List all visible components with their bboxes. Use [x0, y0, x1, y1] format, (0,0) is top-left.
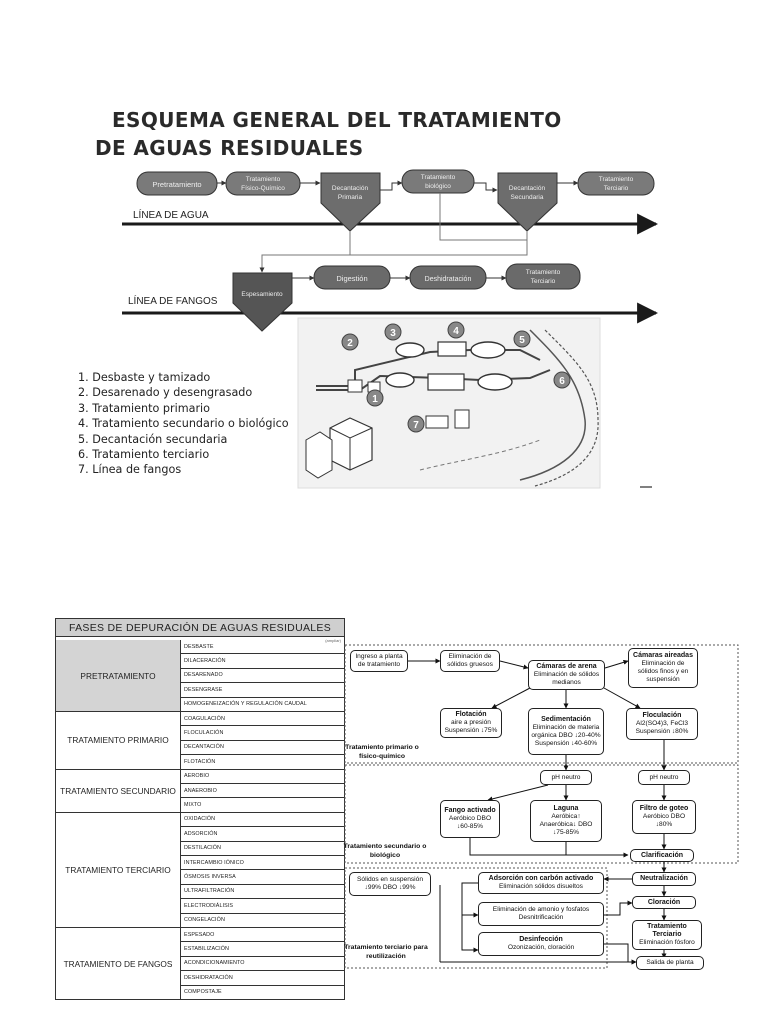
svg-text:7: 7: [413, 420, 419, 431]
step-fisico-quimico-label-2: Físico-Químico: [241, 185, 285, 192]
fc-filtro-goteo: [632, 800, 696, 834]
fc-camaras-arena: [528, 660, 605, 690]
tank-2: [471, 342, 505, 358]
phase-item: DESARENADO: [181, 669, 344, 683]
fc-laguna-desc: Aeróbica↑ Anaeróbica↓ DBO ↓75-85%: [539, 813, 593, 836]
fc-solidos-susp-label: Sólidos en suspensión ↓99% DBO ↓99%: [357, 876, 423, 891]
phase-item: DESTILACIÓN: [181, 842, 344, 856]
fc-ph-neutro-1: [540, 770, 592, 785]
fc-floculacion-title: Floculación: [642, 712, 682, 719]
phase-item: HOMOGENEIZACIÓN Y REGULACIÓN CAUDAL: [181, 698, 344, 712]
fc-sedimentacion: [528, 708, 604, 755]
phase-item: FLOCULACIÓN: [181, 726, 344, 740]
fc-neutralizacion: [632, 872, 696, 886]
fc-clarificacion: [630, 849, 694, 862]
step-decantacion-secundaria-label-1: Decantación: [508, 185, 546, 192]
phases-table: [55, 618, 345, 1000]
svg-text:5: 5: [519, 335, 525, 346]
fc-cloracion-label: Cloración: [647, 898, 681, 906]
step-decantacion-secundaria: [498, 173, 557, 231]
fc-clarificacion-label: Clarificación: [640, 851, 683, 859]
phase-item: DESENGRASE: [181, 683, 344, 697]
phases-table-title: FASES DE DEPURACIÓN DE AGUAS RESIDUALES: [56, 619, 344, 637]
tank-4: [478, 374, 512, 390]
phase-item: ELECTRODIÁLISIS: [181, 899, 344, 913]
phase-item: FLOTACIÓN: [181, 755, 344, 769]
step-decantacion-secundaria-label-2: Secundaria: [510, 194, 544, 201]
fc-fango-activado-title: Fango activado: [444, 807, 496, 814]
fc-adsorcion: [478, 872, 604, 894]
fc-cloracion: [632, 896, 696, 909]
phase-item: ESPESADO: [181, 928, 344, 942]
fc-laguna-title: Laguna: [553, 805, 579, 812]
fc-neutralizacion-label: Neutralización: [640, 875, 688, 882]
fc-ph-neutro-1-label: pH neutro: [551, 773, 581, 781]
fc-camaras-aireadas: [628, 648, 698, 688]
svg-text:4: 4: [453, 326, 459, 337]
step-terciario-label-2: Terciario: [603, 185, 629, 192]
phase-item: DECANTACIÓN: [181, 741, 344, 755]
fc-elim-amonio-label: Eliminación de amonio y fosfatos Desnitrificación: [492, 906, 590, 921]
plant-illustration: [298, 318, 600, 488]
phase-item: ADSORCIÓN: [181, 827, 344, 841]
step-terciario-fangos-label-1: Tratamiento: [525, 269, 561, 276]
page-title-line-2: DE AGUAS RESIDUALES: [95, 136, 364, 160]
step-terciario-fangos: [506, 264, 580, 289]
legend-item: 5. Decantación secundaria: [78, 432, 228, 446]
fc-sedimentacion-desc: Eliminación de materia orgánica DBO ↓20-40% Suspensión ↓40-60%: [531, 723, 601, 747]
fc-side-terciario: Tratamiento terciario para reutilización: [344, 944, 428, 960]
fc-flotacion: [440, 708, 502, 738]
fc-side-primario: Tratamiento primario o físico-químico: [345, 744, 419, 760]
step-digestion-label: Digestión: [336, 274, 368, 283]
legend-item: 7. Línea de fangos: [78, 463, 182, 477]
fc-ingreso-label: Ingreso a planta de tratamiento: [355, 653, 403, 668]
legend-item: 3. Tratamiento primario: [78, 401, 210, 415]
sludge-line-label: LÍNEA DE FANGOS: [128, 296, 218, 307]
page-title-line-1: ESQUEMA GENERAL DEL TRATAMIENTO: [112, 108, 562, 132]
phases-table-subtitle: (ampliar): [325, 638, 341, 643]
phase-group-label: TRATAMIENTO TERCIARIO: [56, 813, 181, 928]
fc-ingreso: [350, 650, 408, 672]
phase-item: ANAEROBIO: [181, 784, 344, 798]
fc-sedimentacion-title: Sedimentación: [541, 715, 591, 723]
fc-terciario: [632, 920, 702, 950]
svg-text:3: 3: [390, 328, 396, 339]
svg-text:2: 2: [347, 338, 353, 349]
fc-camaras-aireadas-desc: Eliminación de sólidos finos y en suspensión: [637, 660, 689, 683]
svg-text:6: 6: [559, 376, 565, 387]
fc-terciario-desc: Eliminación fósforo: [639, 939, 695, 946]
fc-ph-neutro-2: [638, 770, 690, 785]
fc-desinfeccion-desc: Ozonización, cloración: [507, 944, 575, 951]
phase-item: OXIDACIÓN: [181, 813, 344, 827]
tank-3: [386, 373, 414, 387]
fc-floculacion-desc: Al2(SO4)3, FeCl3 Suspensión ↓80%: [635, 720, 689, 735]
fc-filtro-goteo-title: Filtro de goteo: [639, 805, 689, 812]
phase-item: ÓSMOSIS INVERSA: [181, 870, 344, 884]
phase-item: CONGELACIÓN: [181, 914, 344, 928]
legend-item: 2. Desarenado y desengrasado: [78, 386, 253, 400]
fc-salida: [636, 956, 704, 970]
fc-terciario-title: Tratamiento Terciario: [647, 923, 687, 938]
tank-1: [396, 343, 424, 357]
legend-item: 6. Tratamiento terciario: [78, 448, 210, 462]
phase-group-label: TRATAMIENTO PRIMARIO: [56, 712, 181, 770]
step-decantacion-primaria-label-2: Primaria: [337, 194, 363, 201]
step-espesamiento: [233, 273, 292, 331]
phase-item: COMPOSTAJE: [181, 986, 344, 1000]
phase-item: ULTRAFILTRACIÓN: [181, 885, 344, 899]
building-main: [330, 418, 372, 470]
step-biologico-label-1: Tratamiento: [420, 174, 456, 181]
fc-fango-activado-desc: Aeróbico DBO ↓60-85%: [448, 815, 492, 830]
legend-item: 4. Tratamiento secundario o biológico: [78, 417, 289, 431]
phase-item: INTERCAMBIO IÓNICO: [181, 856, 344, 870]
phase-group-label: TRATAMIENTO DE FANGOS: [56, 928, 181, 1000]
fc-adsorcion-title: Adsorción con carbón activado: [488, 875, 594, 882]
step-espesamiento-label: Espesamiento: [241, 291, 283, 298]
step-terciario-fangos-label-2: Terciario: [530, 278, 556, 285]
step-deshidratacion-label: Deshidratación: [424, 276, 472, 283]
fc-adsorcion-desc: Eliminación sólidos disueltos: [499, 883, 583, 890]
fc-elim-gruesos: [440, 650, 500, 672]
plant-legend: [78, 370, 289, 478]
step-decantacion-primaria: [321, 173, 380, 231]
phase-group-label: TRATAMIENTO SECUNDARIO: [56, 770, 181, 813]
phase-item: COAGULACIÓN: [181, 712, 344, 726]
fc-laguna: [530, 800, 602, 842]
fc-solidos-susp: [349, 872, 431, 896]
phase-item: DESHIDRATACIÓN: [181, 971, 344, 985]
tank-rect-2: [428, 374, 464, 390]
fc-elim-amonio: [478, 902, 604, 926]
phase-item: DILACERACIÓN: [181, 654, 344, 668]
fc-camaras-arena-title: Cámaras de arena: [536, 663, 597, 670]
fc-side-secundario: Tratamiento secundario o biológico: [343, 843, 427, 859]
phase-item: DESBASTE: [181, 640, 344, 654]
step-biologico-label-2: biológico: [425, 183, 451, 190]
step-fisico-quimico-label-1: Tratamiento: [245, 176, 281, 183]
fc-fango-activado: [440, 800, 500, 838]
legend-item: 1. Desbaste y tamizado: [78, 371, 211, 384]
phase-item: AEROBIO: [181, 770, 344, 784]
phase-item: ACONDICIONAMIENTO: [181, 957, 344, 971]
fc-camaras-aireadas-title: Cámaras aireadas: [633, 652, 693, 659]
fc-desinfeccion: [478, 932, 604, 956]
fc-camaras-arena-desc: Eliminación de sólidos medianos: [533, 671, 600, 686]
fc-elim-gruesos-label: Eliminación de sólidos gruesos: [447, 653, 493, 668]
phase-item: MIXTO: [181, 798, 344, 812]
phase-group-label: PRETRATAMIENTO: [56, 640, 181, 712]
svg-text:1: 1: [372, 394, 378, 405]
step-pretratamiento-label: Pretratamiento: [152, 180, 202, 189]
step-decantacion-primaria-label-1: Decantación: [331, 185, 369, 192]
step-terciario-label-1: Tratamiento: [598, 176, 634, 183]
fc-flotacion-desc: aire a presión Suspensión ↓75%: [444, 719, 498, 734]
tank-rect-1: [438, 342, 466, 356]
fc-flotacion-title: Flotación: [455, 711, 487, 718]
fc-filtro-goteo-desc: Aeróbico DBO ↓80%: [642, 813, 686, 828]
fc-floculacion: [626, 708, 698, 740]
fc-ph-neutro-2-label: pH neutro: [649, 773, 679, 781]
phase-item: ESTABILIZACIÓN: [181, 942, 344, 956]
fc-desinfeccion-title: Desinfección: [519, 936, 563, 943]
fc-salida-label: Salida de planta: [646, 959, 694, 966]
water-line-label: LÍNEA DE AGUA: [133, 210, 209, 221]
